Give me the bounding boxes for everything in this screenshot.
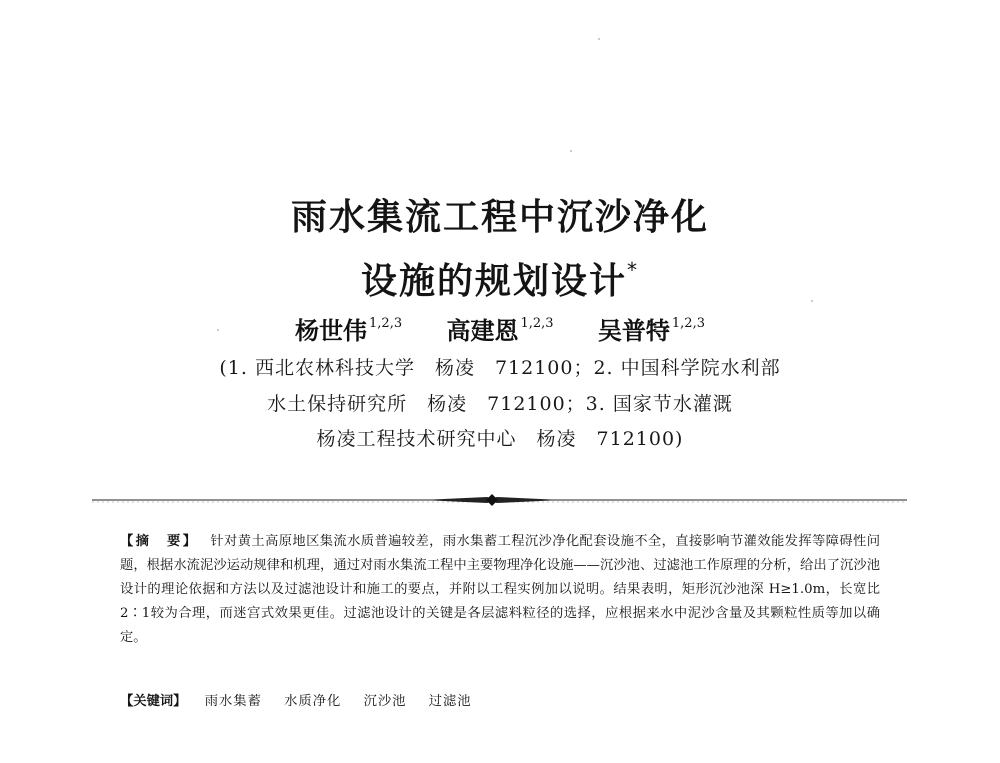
scan-speck [217,329,219,331]
author-list [0,308,1000,347]
affiliation-line-1: (1. 西北农林科技大学 杨凌 712100；2. 中国科学院水利部 [219,357,781,379]
author-name: 吴普特 [597,316,670,345]
author-name: 高建恩 [446,316,519,345]
paper-title-line-2 [0,250,1000,302]
keywords [120,690,880,714]
keywords-label: 【关键词】 [120,694,187,709]
scan-speck [598,38,600,40]
keyword: 水质净化 [284,694,342,709]
author [446,308,553,347]
abstract [120,530,880,650]
abstract-text: 针对黄土高原地区集流水质普遍较差，雨水集蓄工程沉沙净化配套设施不全，直接影响节灌效能发挥等障碍性问题，根据水流泥沙运动规律和机理，通过对雨水集流工程中主要物理净化设施——沉沙池、过滤池工作原理的分析，给出了沉沙池设计的理论依据和方法以及过滤池设计和施工的要点，并附以工程实例加以说明。结果表明，矩形沉沙池深 H≥1.0m，长宽比 2∶1较为合理，而迷宫式效果更佳。过滤池设计的关键是各层滤料粒径的选择，应根据来水中泥沙含量及其颗粒性质等加以确定。 [120,534,881,645]
author [598,308,705,347]
author-name: 杨世伟 [295,316,368,345]
keyword: 雨水集蓄 [204,694,262,709]
title-text-1: 雨水集流工程中沉沙净化 [290,197,709,238]
affiliation-line-3: 杨凌工程技术研究中心 杨凌 712100) [316,428,684,450]
author [295,308,402,347]
keyword: 过滤池 [428,694,472,709]
paper-title-line-1 [0,198,1000,238]
keyword: 沉沙池 [363,694,407,709]
scan-speck [811,300,813,302]
abstract-label: 【摘 要】 [120,534,199,549]
section-divider [92,493,907,507]
title-footnote-mark: * [627,258,639,282]
author-affil-mark: 1,2,3 [671,316,705,331]
affiliation-line-2: 水土保持研究所 杨凌 712100；3. 国家节水灌溉 [267,393,733,415]
scan-speck [570,150,572,152]
author-affil-mark: 1,2,3 [369,316,403,331]
title-text-2: 设施的规划设计 [360,261,627,302]
author-affil-mark: 1,2,3 [520,316,554,331]
